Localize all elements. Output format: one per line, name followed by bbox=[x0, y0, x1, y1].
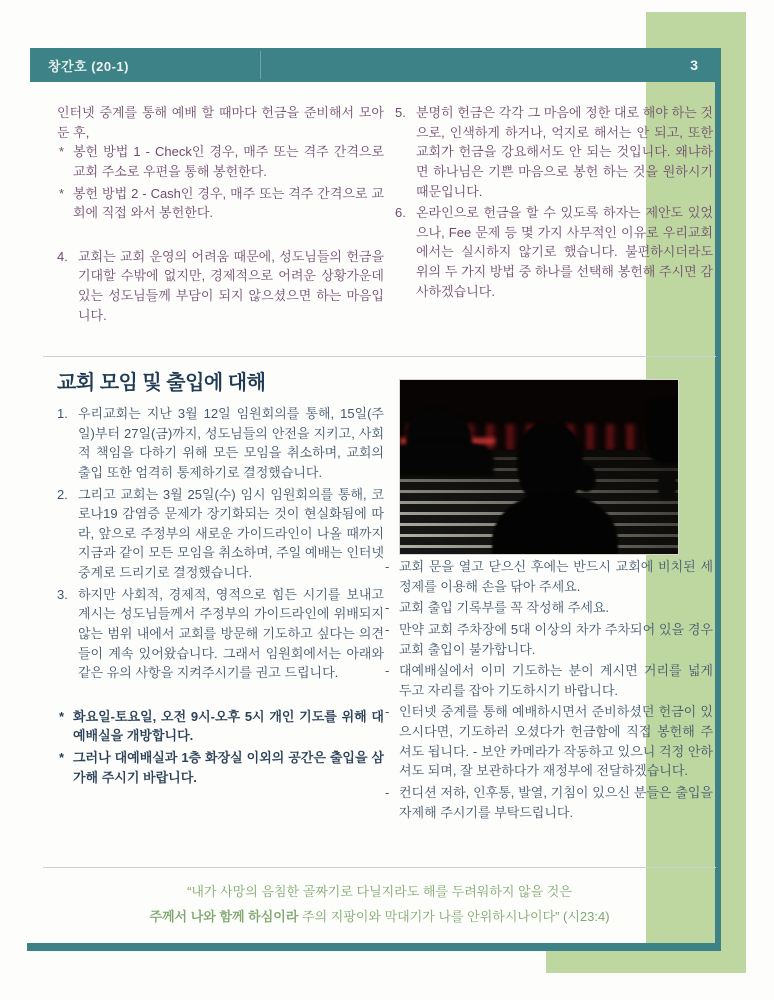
page-number: 3 bbox=[690, 57, 698, 73]
list-item-text: 화요일-토요일, 오전 9시-오후 5시 개인 기도를 위해 대예배실을 개방합니다. bbox=[73, 708, 384, 744]
list-item-text: 인터넷 중계를 통해 예배하시면서 준비하셨던 헌금이 있으시다면, 기도하러 오셨다가 헌금함에 직접 봉헌해 주셔도 됩니다. - 보안 카메라가 작동하고 있으니 걱정 안하셔도 되며, 잘 보관하다가 재정부에 전달하겠습니다. bbox=[399, 704, 713, 779]
number-marker: 2. bbox=[57, 486, 68, 502]
list-item bbox=[395, 203, 713, 301]
list-item-text: 온라인으로 헌금을 할 수 있도록 하자는 제안도 있었으나, Fee 문제 등 몇 가지 사무적인 이유로 우리교회에서는 실시하지 않기로 했습니다. 불편하시더라도 위의 두 가지 방법 중 하나를 선택해 봉헌해 주시면 감사하겠습니다. bbox=[416, 205, 713, 299]
list-item-text: 봉헌 방법 2 - Cash인 경우, 매주 또는 격주 간격으로 교회에 직접 와서 봉헌한다. bbox=[73, 185, 384, 221]
asterisk-marker: * bbox=[59, 144, 65, 160]
dash-marker: - bbox=[385, 600, 390, 616]
offering-intro: 인터넷 중계를 통해 예배 할 때마다 헌금을 준비해서 모아 둔 후, bbox=[57, 105, 384, 140]
list-item-text: 교회 출입 기록부를 꼭 작성해 주세요. bbox=[399, 600, 610, 616]
list-item-text: 교회는 교회 운영의 어려움 때문에, 성도님들의 헌금을 기대할 수밖에 없지만, 경제적으로 어려운 상황가운데 있는 성도님들께 부담이 되지 않으셨으면 하는 마음입니다. bbox=[78, 248, 384, 323]
dash-marker: - bbox=[385, 663, 390, 679]
list-item-text: 대예배실에서 이미 기도하는 분이 계시면 거리를 넓게 두고 자리를 잡아 기도하시기 바랍니다. bbox=[399, 663, 713, 698]
list-item bbox=[57, 404, 384, 483]
quote-reference: (시23:4) bbox=[559, 909, 610, 924]
list-item bbox=[57, 485, 384, 583]
list-item-text: 우리교회는 지난 3월 12일 임원회의를 통해, 15일(주일)부터 27일(금)까지, 성도님들의 안전을 지키고, 사회적 책임을 다하기 위해 모든 모임을 취소하며, 교회의 출입 또한 엄격히 통제하기로 결정했습니다. bbox=[78, 406, 384, 480]
list-item bbox=[383, 598, 713, 618]
photo-person-hair-curl bbox=[576, 464, 596, 492]
quote-line-2 bbox=[43, 904, 716, 929]
number-marker: 6. bbox=[395, 205, 406, 221]
photo-right-figure bbox=[644, 398, 679, 464]
list-item bbox=[383, 661, 713, 700]
list-item bbox=[383, 557, 713, 596]
list-item bbox=[383, 783, 713, 822]
scripture-quote bbox=[43, 879, 716, 929]
section-divider bbox=[43, 356, 716, 357]
list-item-text: 컨디션 저하, 인후통, 발열, 기침이 있으신 분들은 출입을 자제해 주시기를 부탁드립니다. bbox=[399, 784, 713, 820]
dash-marker: - bbox=[385, 621, 390, 637]
list-item-text: 봉헌 방법 1 - Check인 경우, 매주 또는 격주 간격으로 교회 주소로 우편을 통해 봉헌한다. bbox=[73, 144, 384, 179]
quote-rest: 주의 지팡이와 막대기가 나를 안위하시나이다” bbox=[298, 909, 560, 924]
number-marker: 3. bbox=[57, 586, 68, 602]
asterisk-marker: * bbox=[59, 185, 65, 201]
number-marker: 1. bbox=[57, 406, 68, 421]
section-heading: 교회 모임 및 출입에 대해 bbox=[57, 372, 266, 394]
church-pews-photo bbox=[399, 379, 679, 555]
quote-line-1: “내가 사망의 음침한 골짜기로 다닐지라도 해를 두려워하지 않을 것은 bbox=[187, 884, 572, 899]
page-bottom-border bbox=[27, 943, 721, 951]
dash-marker: - bbox=[385, 559, 390, 574]
list-item bbox=[57, 585, 384, 683]
dash-marker: - bbox=[385, 784, 390, 800]
green-bottom-band bbox=[546, 948, 746, 973]
asterisk-marker: * bbox=[59, 750, 65, 765]
list-item-text: 교회 문을 열고 닫으신 후에는 반드시 교회에 비치된 세정제를 이용해 손을 닦아 주세요. bbox=[399, 559, 713, 594]
issue-label: 창간호 (20-1) bbox=[48, 58, 129, 74]
list-item bbox=[383, 702, 713, 781]
photo-left-figure-body bbox=[399, 440, 494, 476]
quote-bold-phrase: 주께서 나와 함께 하심이라 bbox=[149, 909, 299, 924]
list-item bbox=[57, 748, 384, 787]
list-item-text: 하지만 사회적, 경제적, 영적으로 힘든 시기를 보내고 계시는 성도님들께서 주정부의 가이드라인에 위배되지 않는 범위 내에서 교회를 방문해 기도하고 싶다는 의견들이 계속 있어왔습니다. 그래서 임원회에서는 아래와 같은 유의 사항을 지켜주시기를 권고 드립니다. bbox=[78, 586, 384, 681]
dash-marker: - bbox=[385, 704, 390, 720]
page-right-border bbox=[715, 48, 721, 951]
asterisk-marker: * bbox=[59, 708, 65, 724]
meeting-left-column bbox=[57, 404, 384, 789]
offering-left-column bbox=[57, 103, 384, 327]
list-item-text: 만약 교회 주차장에 5대 이상의 차가 주차되어 있을 경우 교회 출입이 불가합니다. bbox=[399, 621, 713, 657]
list-item-text: 분명히 헌금은 각각 그 마음에 정한 대로 해야 하는 것으로, 인색하게 하거나, 억지로 해서는 안 되고, 또한 교회가 헌금을 강요해서도 안 되는 것입니다. 왜냐하면 하나님은 기쁜 마음으로 봉헌 하는 것을 원하시기 때문입니다. bbox=[416, 105, 713, 199]
list-item-text: 그리고 교회는 3월 25일(수) 임시 임원회의를 통해, 코로나19 감염증 문제가 장기화되는 것이 현실화됨에 따라, 앞으로 주정부의 새로운 가이드라인이 나올 때까지 지금과 같이 모든 모임을 취소하며, 주일 예배는 인터넷 중계로 드리기로 결정했습니다. bbox=[78, 486, 384, 580]
list-item bbox=[57, 184, 384, 223]
list-item bbox=[57, 247, 384, 326]
number-marker: 4. bbox=[57, 248, 68, 264]
meeting-guidelines-column bbox=[383, 557, 713, 824]
list-item bbox=[395, 103, 713, 201]
footer-divider bbox=[43, 867, 716, 868]
header-divider bbox=[260, 51, 261, 79]
photo-right-figure-small bbox=[658, 472, 676, 500]
list-item bbox=[57, 707, 384, 746]
list-item-text: 그러나 대예배실과 1층 화장실 이외의 공간은 출입을 삼가해 주시기 바랍니다. bbox=[73, 750, 384, 785]
list-item bbox=[383, 620, 713, 659]
page-header bbox=[30, 48, 720, 82]
offering-right-column bbox=[395, 103, 713, 303]
list-item bbox=[57, 142, 384, 181]
number-marker: 5. bbox=[395, 105, 406, 120]
